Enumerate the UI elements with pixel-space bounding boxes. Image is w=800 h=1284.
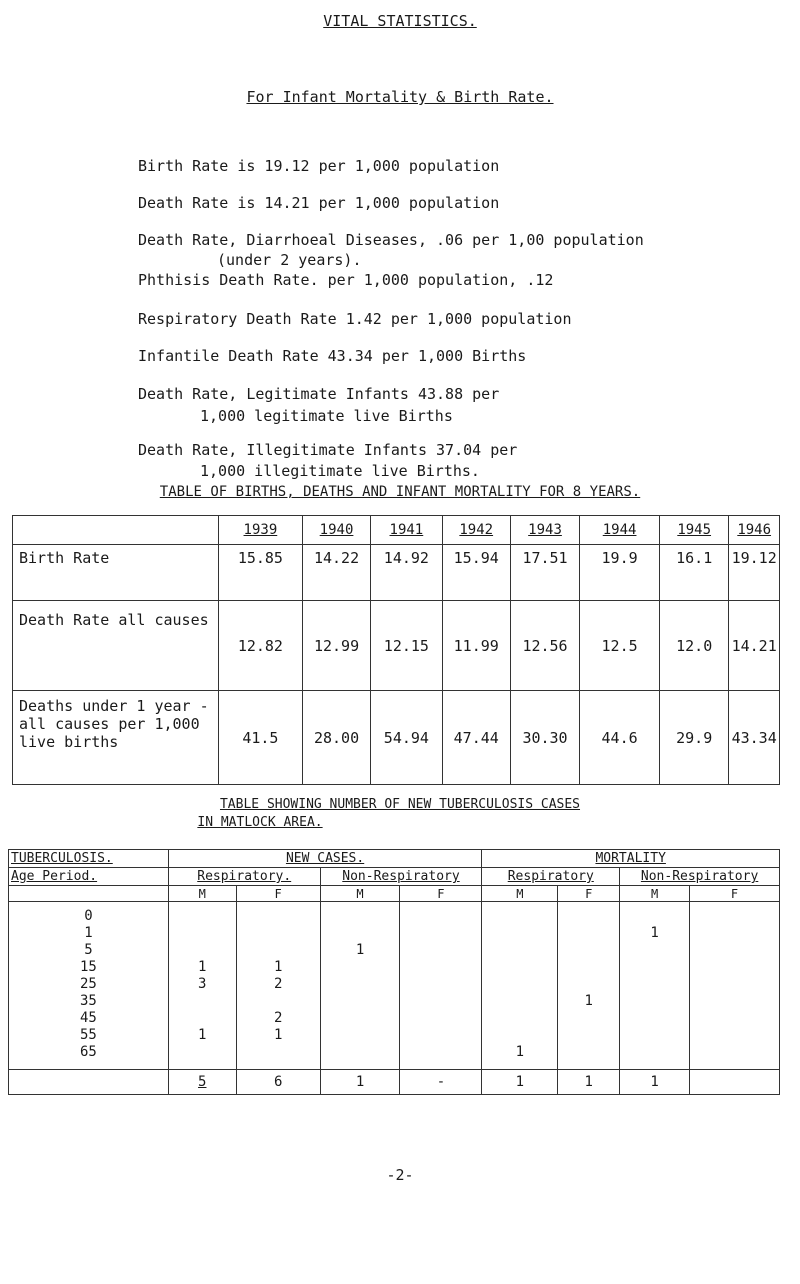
sex-header: F <box>400 886 482 902</box>
case-count <box>171 1010 234 1027</box>
row-label: Death Rate all causes <box>13 601 219 691</box>
age-label: 0 <box>84 908 93 924</box>
table-cell: 43.34 <box>729 691 780 785</box>
table2-title-area: IN MATLOCK AREA. <box>197 815 323 830</box>
table-cell: 12.82 <box>218 601 302 691</box>
row-label: Deaths under 1 year - all causes per 1,000 live births <box>13 691 219 785</box>
case-count <box>622 1044 687 1061</box>
case-count <box>560 976 617 993</box>
case-count <box>171 1044 234 1061</box>
case-count <box>484 1027 555 1044</box>
case-count <box>484 925 555 942</box>
age-label: 25 <box>79 976 97 992</box>
table-row <box>13 601 780 691</box>
age-label: 55 <box>79 1027 97 1043</box>
case-count <box>323 1044 398 1061</box>
page-subtitle: For Infant Mortality & Birth Rate. <box>246 88 554 106</box>
table-cell: 41.5 <box>218 691 302 785</box>
stat-infantile-rate: Infantile Death Rate 43.34 per 1,000 Births <box>138 347 527 365</box>
case-count <box>560 942 617 959</box>
case-count <box>622 1010 687 1027</box>
case-count <box>239 925 318 942</box>
age-label: 45 <box>79 1010 97 1026</box>
total-cell <box>690 1070 780 1095</box>
year-header: 1943 <box>510 516 579 545</box>
stat-illegitimate-note: 1,000 illegitimate live Births. <box>200 462 480 480</box>
stat-illegitimate-rate: Death Rate, Illegitimate Infants 37.04 per <box>138 441 518 459</box>
table-cell: 54.94 <box>371 691 442 785</box>
case-count <box>560 925 617 942</box>
stat-legitimate-note: 1,000 legitimate live Births <box>200 407 453 425</box>
case-count <box>692 1010 777 1027</box>
case-count <box>402 942 479 959</box>
case-count: 1 <box>198 1027 207 1043</box>
case-count <box>239 993 318 1010</box>
sex-header: M <box>482 886 558 902</box>
case-count: 1 <box>515 1044 525 1060</box>
year-header: 1946 <box>729 516 780 545</box>
case-count: 1 <box>584 993 593 1009</box>
sex-header: F <box>236 886 320 902</box>
row-label: Birth Rate <box>13 545 219 601</box>
births-deaths-table <box>12 515 780 785</box>
case-count <box>484 993 555 1010</box>
new-cases-header: NEW CASES. <box>168 850 482 868</box>
table-cell: 14.22 <box>302 545 370 601</box>
table-cell: 15.85 <box>218 545 302 601</box>
year-header: 1941 <box>371 516 442 545</box>
case-count <box>323 993 398 1010</box>
respiratory-header: Respiratory. <box>168 868 320 886</box>
case-count <box>239 908 318 925</box>
case-count: 1 <box>273 959 283 975</box>
case-count <box>622 908 687 925</box>
case-count <box>692 959 777 976</box>
age-label: 65 <box>79 1044 97 1060</box>
case-count <box>402 1010 479 1027</box>
case-count <box>484 908 555 925</box>
tuberculosis-table <box>8 849 780 1095</box>
data-column <box>168 902 236 1070</box>
table-cell: 44.6 <box>580 691 660 785</box>
sex-header: M <box>168 886 236 902</box>
stat-legitimate-rate: Death Rate, Legitimate Infants 43.88 per <box>138 385 500 403</box>
table-cell: 14.21 <box>729 601 780 691</box>
table1-title: TABLE OF BIRTHS, DEATHS AND INFANT MORTALITY FOR 8 YEARS. <box>159 484 641 500</box>
case-count <box>323 976 398 993</box>
case-count <box>692 1027 777 1044</box>
table2-title: TABLE SHOWING NUMBER OF NEW TUBERCULOSIS CASES <box>219 797 581 812</box>
data-column <box>620 902 690 1070</box>
year-header: 1942 <box>442 516 510 545</box>
age-column <box>9 902 169 1070</box>
age-data-row <box>9 902 780 1070</box>
table-cell: 12.5 <box>580 601 660 691</box>
case-count <box>560 1010 617 1027</box>
blank-cell <box>9 886 169 902</box>
table-cell: 14.92 <box>371 545 442 601</box>
case-count: 1 <box>650 925 659 941</box>
table-cell: 19.9 <box>580 545 660 601</box>
case-count: 1 <box>273 1027 283 1043</box>
page-title: VITAL STATISTICS. <box>323 12 477 30</box>
age-period-header: Age Period. <box>9 868 169 886</box>
data-column <box>690 902 780 1070</box>
case-count: 2 <box>273 1010 283 1026</box>
case-count: 3 <box>198 976 207 992</box>
case-count: 1 <box>198 959 207 975</box>
case-count <box>323 1027 398 1044</box>
case-count <box>622 959 687 976</box>
total-cell: - <box>400 1070 482 1095</box>
table-cell: 29.9 <box>660 691 729 785</box>
sex-header: F <box>558 886 620 902</box>
table-cell: 19.12 <box>729 545 780 601</box>
case-count <box>560 1027 617 1044</box>
data-column <box>320 902 400 1070</box>
case-count <box>484 976 555 993</box>
case-count <box>323 925 398 942</box>
table-cell: 16.1 <box>660 545 729 601</box>
total-cell: 1 <box>558 1070 620 1095</box>
table-header-row <box>9 850 780 868</box>
case-count <box>402 925 479 942</box>
case-count <box>484 942 555 959</box>
case-count <box>622 942 687 959</box>
case-count <box>323 959 398 976</box>
table-header-row <box>9 868 780 886</box>
case-count: 2 <box>273 976 283 992</box>
stat-phthisis-rate: Phthisis Death Rate. per 1,000 population, .12 <box>138 271 554 289</box>
sex-header: F <box>690 886 780 902</box>
case-count <box>402 959 479 976</box>
stat-diarrhoeal-note: (under 2 years). <box>217 251 362 269</box>
data-column <box>400 902 482 1070</box>
age-label: 5 <box>84 942 93 958</box>
sex-header: M <box>620 886 690 902</box>
case-count <box>402 1027 479 1044</box>
totals-row <box>9 1070 780 1095</box>
sex-header-row <box>9 886 780 902</box>
year-header: 1939 <box>218 516 302 545</box>
year-header: 1940 <box>302 516 370 545</box>
age-label: 1 <box>84 925 93 941</box>
corner-cell <box>13 516 219 545</box>
table-cell: 17.51 <box>510 545 579 601</box>
case-count <box>323 908 398 925</box>
case-count <box>560 959 617 976</box>
total-cell: 5 <box>168 1070 236 1095</box>
case-count <box>560 1044 617 1061</box>
case-count <box>692 942 777 959</box>
case-count <box>402 976 479 993</box>
table-row <box>13 545 780 601</box>
case-count <box>484 959 555 976</box>
table-cell: 28.00 <box>302 691 370 785</box>
table-cell: 12.0 <box>660 601 729 691</box>
respiratory-mortality-header: Respiratory <box>482 868 620 886</box>
case-count <box>171 925 234 942</box>
case-count <box>402 1044 479 1061</box>
stat-death-rate: Death Rate is 14.21 per 1,000 population <box>138 194 500 212</box>
case-count <box>692 1044 777 1061</box>
tb-header: TUBERCULOSIS. <box>9 850 169 868</box>
blank-cell <box>9 1070 169 1095</box>
case-count <box>622 993 687 1010</box>
sex-header: M <box>320 886 400 902</box>
total-cell: 1 <box>620 1070 690 1095</box>
case-count <box>239 942 318 959</box>
case-count <box>484 1010 555 1027</box>
table-cell: 30.30 <box>510 691 579 785</box>
case-count <box>402 908 479 925</box>
total-cell: 1 <box>482 1070 558 1095</box>
table-cell: 47.44 <box>442 691 510 785</box>
age-label: 35 <box>79 993 97 1009</box>
stat-diarrhoeal-rate: Death Rate, Diarrhoeal Diseases, .06 per 1,00 population <box>138 231 644 249</box>
year-header: 1945 <box>660 516 729 545</box>
case-count <box>692 925 777 942</box>
table-cell: 12.56 <box>510 601 579 691</box>
data-column <box>482 902 558 1070</box>
case-count <box>171 942 234 959</box>
table-cell: 11.99 <box>442 601 510 691</box>
case-count <box>692 993 777 1010</box>
age-label: 15 <box>79 959 97 975</box>
table-cell: 12.99 <box>302 601 370 691</box>
mortality-header: MORTALITY <box>482 850 780 868</box>
case-count <box>692 976 777 993</box>
case-count <box>239 1044 318 1061</box>
total-cell: 6 <box>236 1070 320 1095</box>
case-count: 1 <box>355 942 365 958</box>
non-respiratory-mortality-header: Non-Respiratory <box>620 868 780 886</box>
case-count <box>171 993 234 1010</box>
table-cell: 12.15 <box>371 601 442 691</box>
case-count <box>323 1010 398 1027</box>
case-count <box>622 976 687 993</box>
page-number: -2- <box>386 1166 414 1184</box>
year-header-row <box>13 516 780 545</box>
data-column <box>558 902 620 1070</box>
table-cell: 15.94 <box>442 545 510 601</box>
case-count <box>692 908 777 925</box>
year-header: 1944 <box>580 516 660 545</box>
case-count <box>171 908 234 925</box>
total-cell: 1 <box>320 1070 400 1095</box>
stat-respiratory-rate: Respiratory Death Rate 1.42 per 1,000 population <box>138 310 572 328</box>
non-respiratory-header: Non-Respiratory <box>320 868 482 886</box>
case-count <box>622 1027 687 1044</box>
data-column <box>236 902 320 1070</box>
case-count <box>560 908 617 925</box>
stat-birth-rate: Birth Rate is 19.12 per 1,000 population <box>138 157 500 175</box>
table-row <box>13 691 780 785</box>
case-count <box>402 993 479 1010</box>
